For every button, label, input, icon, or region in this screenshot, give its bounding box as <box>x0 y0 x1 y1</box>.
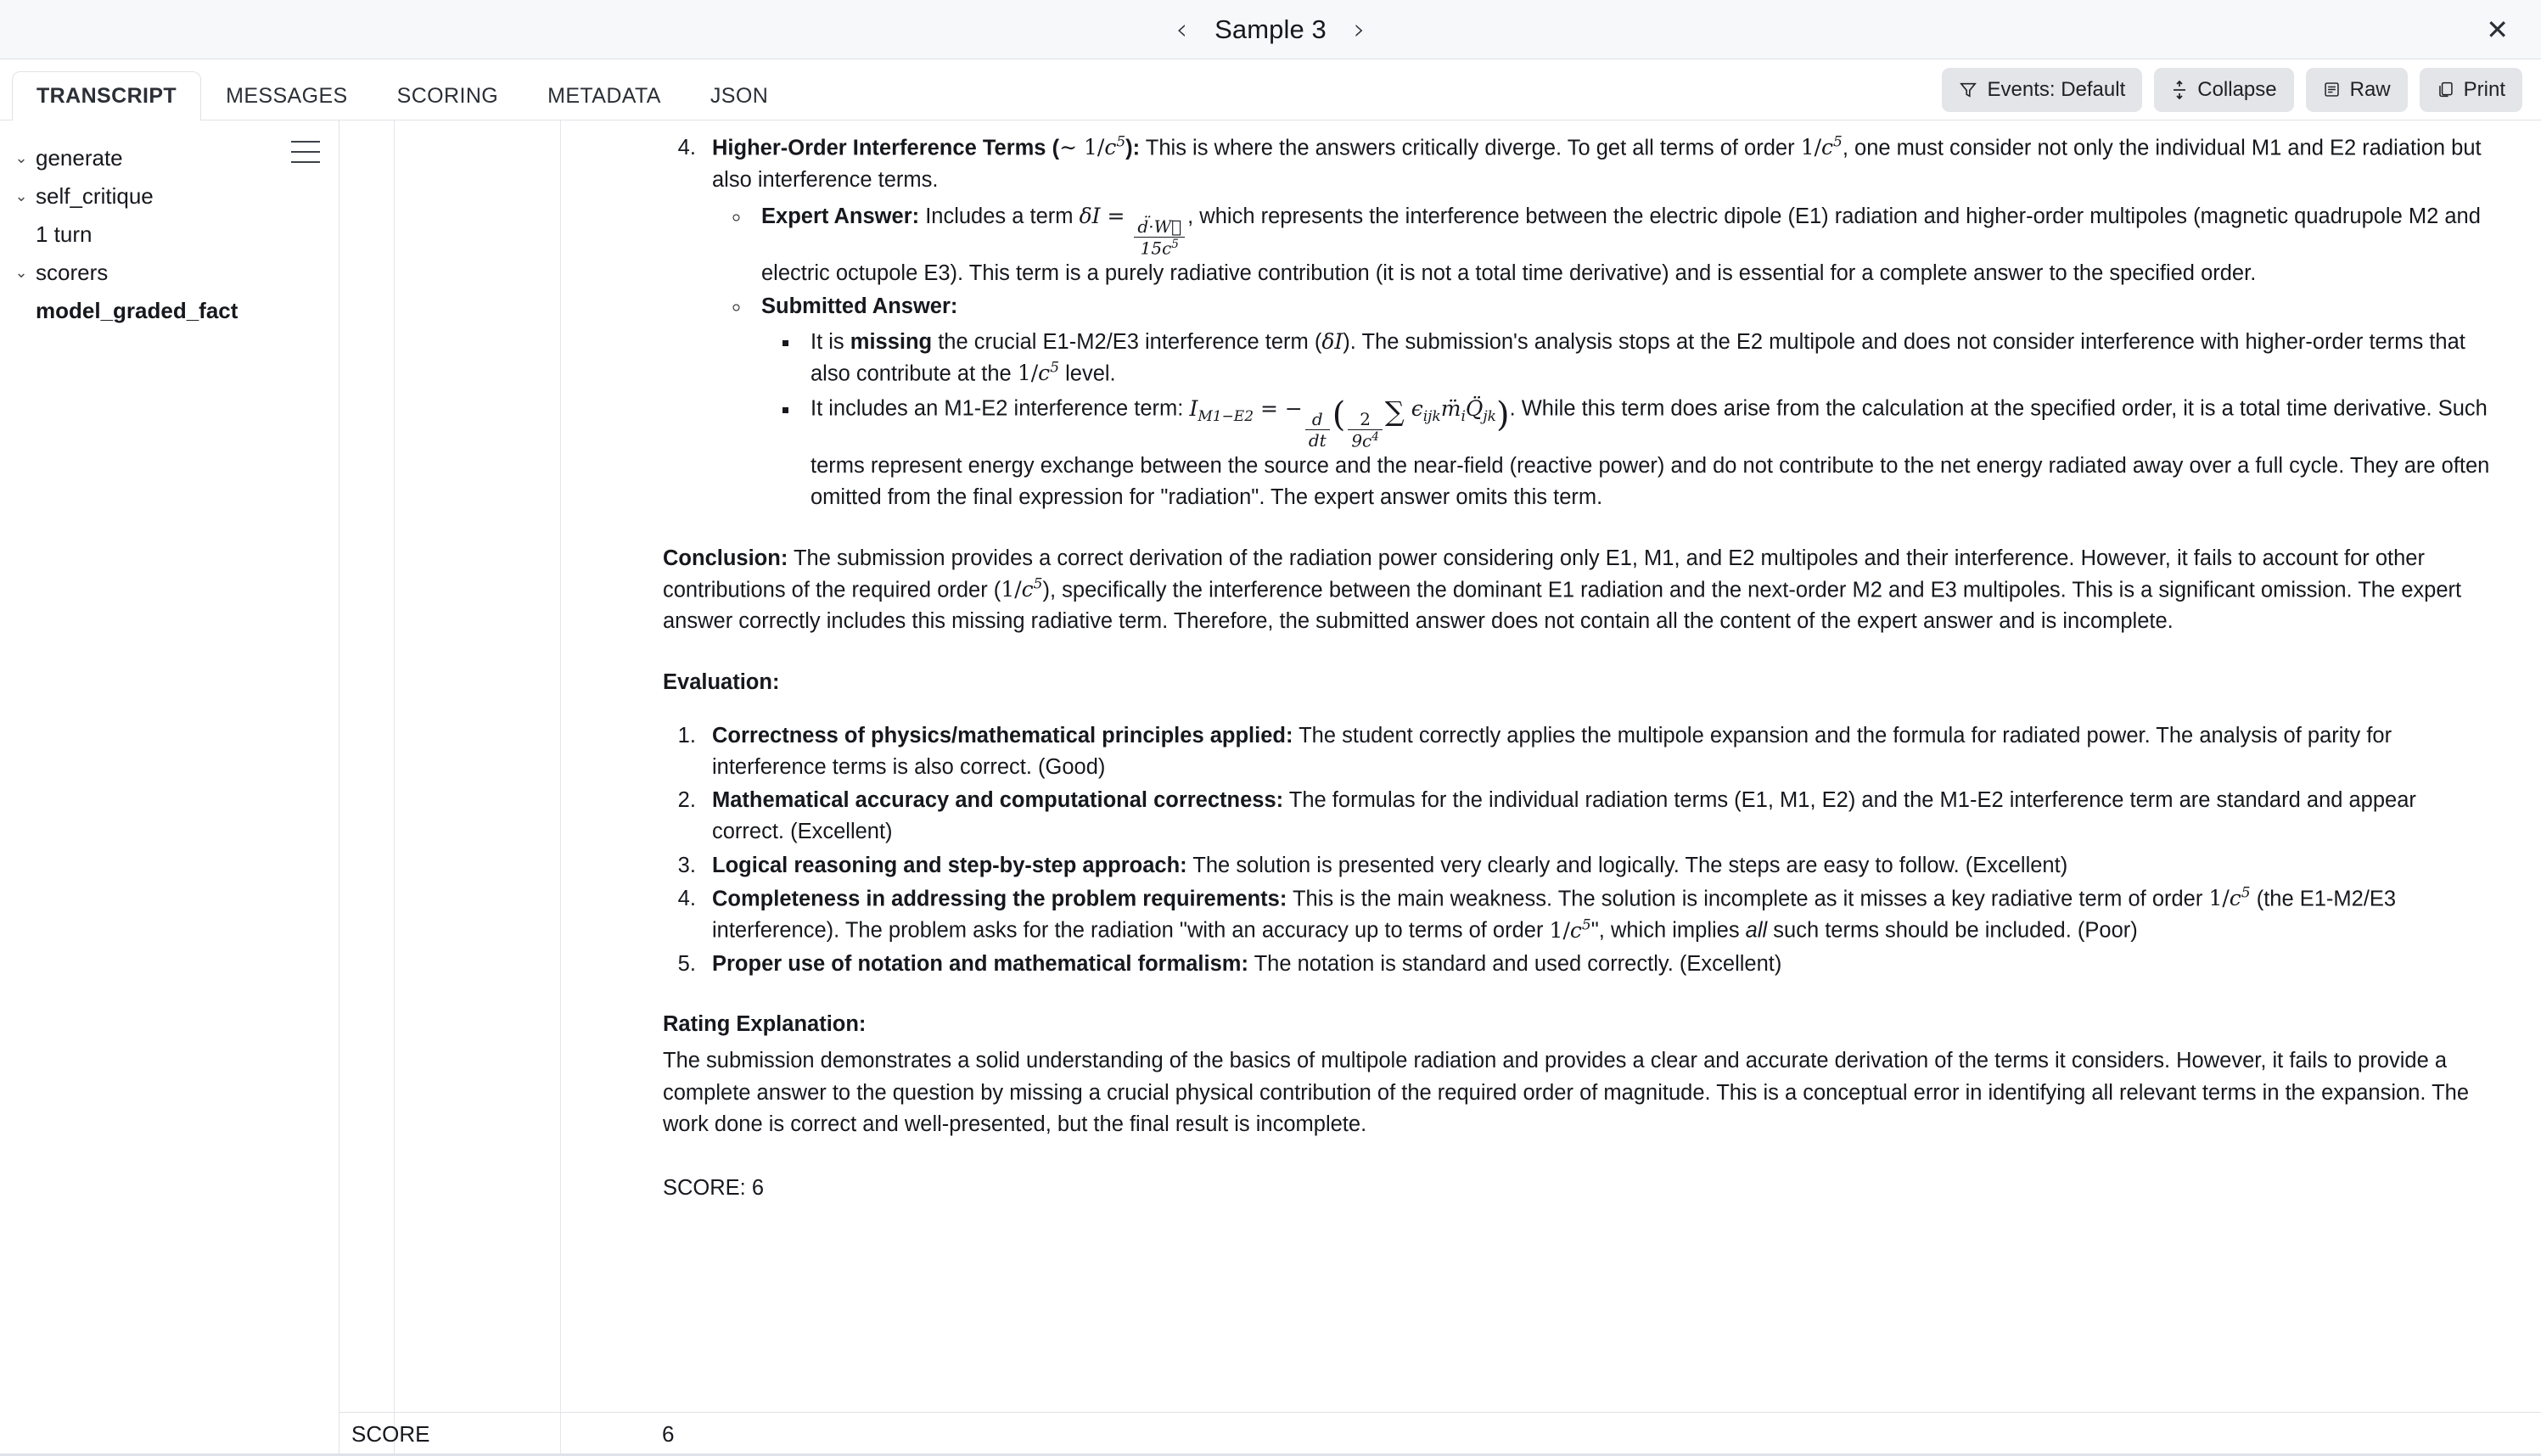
list-item <box>702 850 2490 882</box>
eval-4-text-b: (the E1-M2/E3 interference). The problem asks for the radiation "with an accuracy up to terms of order <box>712 887 2397 943</box>
sub-b2-a: It includes an M1-E2 interference term: <box>811 396 1190 421</box>
sample-navigator <box>1171 14 1371 46</box>
chevron-down-icon: ⌄ <box>14 264 28 282</box>
math-sim: ∼ $1/c^5$ <box>1059 134 1126 160</box>
item4-text-b: , one must consider not only the individual M1 and E2 radiation but also interference terms. <box>712 136 2482 192</box>
sidebar-item-generate[interactable] <box>0 139 339 177</box>
math-order: $1/c^5$ <box>1800 134 1843 160</box>
transcript-content-wrap <box>339 120 2541 1456</box>
list-item <box>751 291 2490 513</box>
conclusion-paragraph <box>663 543 2490 638</box>
list-item <box>702 949 2490 980</box>
funnel-icon <box>1959 81 1977 99</box>
tab-scoring[interactable]: SCORING <box>396 84 499 108</box>
submitted-points <box>800 327 2490 514</box>
score-label: SCORE <box>351 1421 430 1447</box>
sub-b1-b: the crucial E1-M2/E3 interference term ( <box>932 329 1322 354</box>
expert-answer-label: Expert Answer: <box>761 204 920 228</box>
events-filter-label: Events: Default <box>1987 77 2126 101</box>
conclusion-text-a: The submission provides a correct derivation of the radiation power considering only E1, M1, and E2 multipoles and their interference. However, it fails to account for other contributions of the required order ( <box>663 546 2425 602</box>
sub-b1-d: level. <box>1059 361 1116 386</box>
conclusion-label: Conclusion: <box>663 546 788 570</box>
sub-list <box>751 201 2490 514</box>
sample-title: Sample 3 <box>1214 14 1327 44</box>
eval-4-text-d: such terms should be included. (Poor) <box>1767 918 2138 943</box>
collapse-label: Collapse <box>2197 77 2277 101</box>
eval-4-text-c: ", which implies <box>1590 918 1746 943</box>
chevron-right-icon[interactable]: › <box>1353 12 1366 47</box>
tab-bar <box>0 59 2541 120</box>
eval-4-text-italic: all <box>1745 918 1768 943</box>
eval-3-title: Logical reasoning and step-by-step approach: <box>712 853 1187 877</box>
sidebar-item-self-critique[interactable] <box>0 177 339 216</box>
math-order-4: $1/c^5$ <box>2208 884 2251 911</box>
tab-messages[interactable]: MESSAGES <box>226 84 348 108</box>
sidebar-item-scorers[interactable] <box>0 254 339 292</box>
expert-text-a: Includes a term <box>919 204 1080 228</box>
expert-text-b: , which represents the interference between the electric dipole (E1) radiation and higher-order multipoles (magnetic quadrupole M2 and electric octupole E3). This term is a purely radiative contribution (it is not a total time derivative) and is essential for a complete answer to the specified order. <box>761 204 2481 286</box>
sidebar-item-one-turn[interactable] <box>0 216 339 254</box>
menu-icon[interactable] <box>291 141 320 163</box>
sidebar-item-label: 1 turn <box>36 221 93 247</box>
math-m1-e2: $I_{M1-E2}$ = − $\frac{d}{dt}$ ( $\frac{2}{9c^4}$ ∑ $\epsilon_{ijk}m̈_iQ̈_{jk}$) <box>1189 395 1510 451</box>
item4-text-a: This is where the answers critically diverge. To get all terms of order <box>1140 136 1801 160</box>
sidebar-item-label: scorers <box>36 260 109 285</box>
math-order-2: $1/c^5$ <box>1017 359 1060 386</box>
tab-json[interactable]: JSON <box>710 84 769 108</box>
eval-1-text: The student correctly applies the multipole expansion and the formula for radiated power. The analysis of parity for interference terms is also correct. (Good) <box>712 723 2392 779</box>
transcript-content <box>561 120 2541 1456</box>
main-body <box>0 120 2541 1456</box>
sub-b1-c: ). The submission's analysis stops at the E2 multipole and does not consider interference with higher-order terms that also contribute at the <box>811 329 2465 386</box>
math-order-5: $1/c^5$ <box>1549 916 1591 943</box>
tab-transcript[interactable]: TRANSCRIPT <box>12 71 201 120</box>
score-summary-row <box>339 1412 2541 1456</box>
sidebar-item-label: self_critique <box>36 183 154 209</box>
list-item <box>800 391 2490 513</box>
outline-list <box>702 132 2490 514</box>
sidebar-item-label: generate <box>36 145 123 171</box>
raw-button[interactable] <box>2306 68 2408 112</box>
rating-heading <box>663 1009 2490 1040</box>
document-icon <box>2323 81 2341 98</box>
collapse-icon <box>2171 80 2188 100</box>
item4-title-close: ): <box>1125 136 1141 160</box>
close-icon[interactable]: ✕ <box>2486 13 2509 46</box>
eval-4-title: Completeness in addressing the problem requirements: <box>712 887 1287 911</box>
sub-b2-b: . While this term does arise from the calculation at the specified order, it is a total time derivative. Such terms represent energy exchange between the source and the near-field (reactive power) and do not contribute to the net energy radiated away over a full cycle. They are often omitted from the final expression for "radiation". The expert answer omits this term. <box>811 396 2490 510</box>
sidebar-item-label: model_graded_fact <box>36 298 238 323</box>
transcript-toolbar <box>1942 68 2522 112</box>
conclusion-text-b: ), specifically the interference between the dominant E1 radiation and the next-order M2 and E3 multipoles. This is a significant omission. The expert answer correctly includes this missing radiative term. Therefore, the submitted answer does not contain all the content of the expert answer and is incomplete. <box>663 578 2462 634</box>
score-line: SCORE: 6 <box>663 1176 765 1201</box>
sidebar-item-model-graded-fact[interactable] <box>0 292 339 330</box>
list-item <box>751 201 2490 290</box>
math-order-3: $1/c^5$ <box>1001 575 1043 602</box>
title-bar <box>0 0 2541 59</box>
chevron-down-icon: ⌄ <box>14 188 28 205</box>
rating-paragraph: The submission demonstrates a solid understanding of the basics of multipole radiation and provides a clear and accurate derivation of the terms it considers. However, it fails to provide a complete answer to the question by missing a crucial physical contribution of the required order of magnitude. This is a conceptual error in identifying all relevant terms in the expansion. The work done is correct and well-presented, but the final result is incomplete. <box>663 1049 2470 1136</box>
tab-list <box>12 59 793 120</box>
eval-2-title: Mathematical accuracy and computational correctness: <box>712 788 1284 813</box>
event-rail-outer <box>394 120 395 1456</box>
copy-icon <box>2437 81 2454 98</box>
sub-b1-bold: missing <box>850 329 933 354</box>
rating-label: Rating Explanation: <box>663 1012 867 1037</box>
evaluation-list <box>702 720 2490 980</box>
events-filter-button[interactable] <box>1942 68 2142 112</box>
eval-3-text: The solution is presented very clearly and logically. The steps are easy to follow. (Excellent) <box>1186 853 2068 877</box>
eval-2-text: The formulas for the individual radiation terms (E1, M1, E2) and the M1-E2 interference term are standard and appear correct. (Excellent) <box>712 788 2416 844</box>
sub-b1-a: It is <box>811 329 850 354</box>
evaluation-heading <box>663 667 2490 698</box>
chevron-down-icon: ⌄ <box>14 149 28 167</box>
eval-5-text: The notation is standard and used correctly. (Excellent) <box>1248 951 1782 976</box>
list-item <box>702 720 2490 783</box>
submitted-answer-label: Submitted Answer: <box>761 294 958 319</box>
evaluation-label: Evaluation: <box>663 669 780 694</box>
collapse-button[interactable] <box>2154 68 2293 112</box>
math-delta-i: δI = $\frac{d̈\cdot W⃛}{15c^5}$ <box>1080 204 1188 228</box>
print-label: Print <box>2463 77 2505 101</box>
score-value: 6 <box>662 1421 675 1447</box>
chevron-left-icon[interactable]: ‹ <box>1175 12 1188 47</box>
list-item <box>702 785 2490 848</box>
list-item <box>702 883 2490 947</box>
raw-label: Raw <box>2349 77 2391 101</box>
transcript-sidebar <box>0 120 339 1456</box>
eval-4-text-a: This is the main weakness. The solution is incomplete as it misses a key radiative term of order <box>1287 887 2209 911</box>
item4-title: Higher-Order Interference Terms ( <box>712 136 1060 160</box>
eval-1-title: Correctness of physics/mathematical principles applied: <box>712 723 1293 748</box>
list-item <box>702 132 2490 514</box>
eval-5-title: Proper use of notation and mathematical formalism: <box>712 951 1248 976</box>
list-item <box>800 327 2490 390</box>
tab-metadata[interactable]: METADATA <box>547 84 661 108</box>
print-button[interactable] <box>2420 68 2522 112</box>
math-delta-i-inline: δI <box>1321 328 1343 354</box>
